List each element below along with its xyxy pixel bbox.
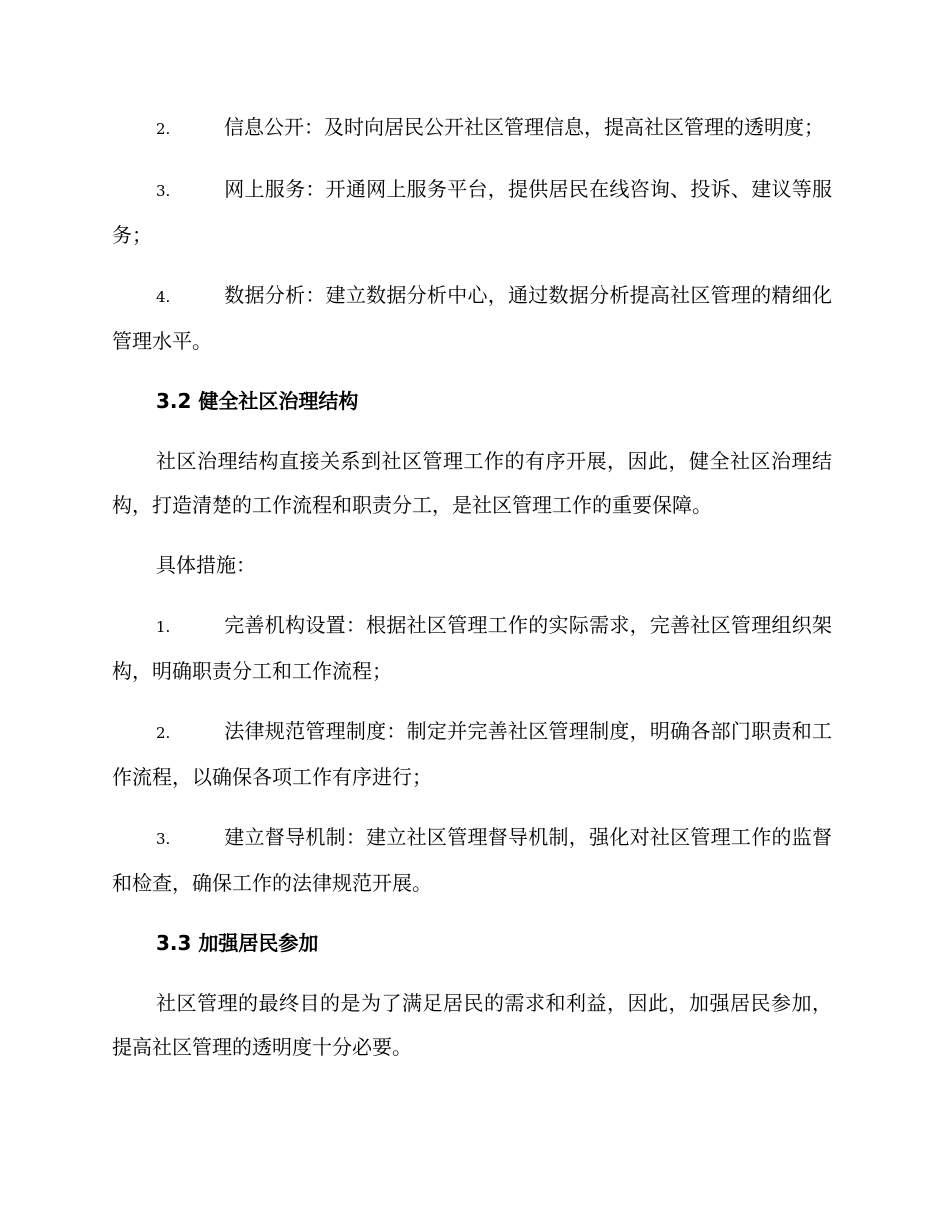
list-item <box>112 815 832 905</box>
document-body <box>112 105 832 1085</box>
list-text: 法律规范管理制度：制定并完善社区管理制度，明确各部门职责和工作流程，以确保各项工作有序进行； <box>112 719 832 789</box>
section-heading-3-2: 3.2 健全社区治理结构 <box>156 389 359 413</box>
list-number: 3. <box>156 830 171 848</box>
list-item <box>112 273 832 363</box>
list-text: 信息公开：及时向居民公开社区管理信息，提高社区管理的透明度； <box>224 115 824 139</box>
list-text: 数据分析：建立数据分析中心，通过数据分析提高社区管理的精细化管理水平。 <box>112 283 832 353</box>
list-text: 完善机构设置：根据社区管理工作的实际需求，完善社区管理组织架构，明确职责分工和工作流程； <box>112 613 832 683</box>
list-number: 4. <box>156 288 171 306</box>
section-3-3-intro: 社区管理的最终目的是为了满足居民的需求和利益，因此，加强居民参加，提高社区管理的透明度十分必要。 <box>112 991 832 1059</box>
list-number: 2. <box>156 724 171 742</box>
measures-label: 具体措施： <box>156 553 256 577</box>
list-item <box>112 167 832 257</box>
section-3-2-intro: 社区治理结构直接关系到社区管理工作的有序开展，因此，健全社区治理结构，打造清楚的工作流程和职责分工，是社区管理工作的重要保障。 <box>112 449 832 517</box>
list-item <box>112 709 832 799</box>
list-number: 1. <box>156 618 171 636</box>
list-text: 网上服务：开通网上服务平台，提供居民在线咨询、投诉、建议等服务； <box>112 177 832 247</box>
list-item <box>112 603 832 693</box>
list-number: 2. <box>156 120 171 138</box>
section-heading-3-3: 3.3 加强居民参加 <box>156 931 319 955</box>
list-number: 3. <box>156 182 171 200</box>
list-text: 建立督导机制：建立社区管理督导机制，强化对社区管理工作的监督和检查，确保工作的法律规范开展。 <box>112 825 832 895</box>
list-item <box>112 105 832 151</box>
